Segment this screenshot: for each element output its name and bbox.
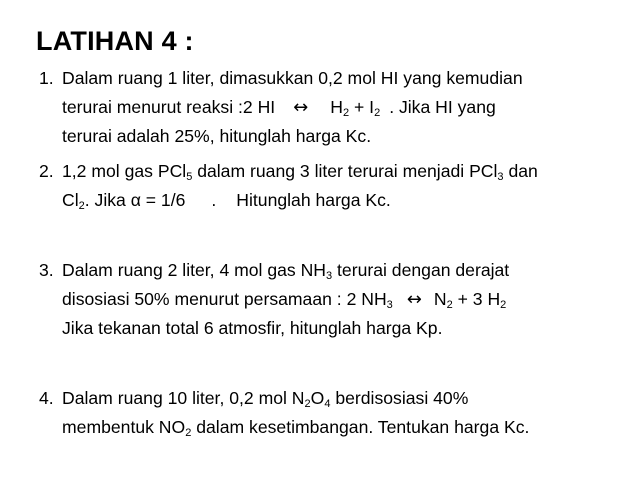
item-number: 3.	[39, 260, 54, 280]
text-run: .	[211, 190, 217, 210]
item-line	[62, 413, 629, 442]
item-text	[62, 384, 629, 442]
text-run: N	[433, 289, 447, 309]
item-line	[62, 186, 629, 215]
subscript: 2	[446, 299, 453, 311]
equilibrium-arrow-icon: ↔	[406, 289, 422, 310]
text-run: + I	[354, 97, 375, 117]
text-run: H	[330, 97, 343, 117]
subscript: 5	[186, 171, 193, 183]
equilibrium-arrow-icon: ↔	[293, 97, 309, 118]
item-line	[62, 122, 629, 151]
item-line	[62, 285, 629, 314]
text-run: O	[310, 388, 325, 408]
text-run: dalam ruang 3 liter terurai menjadi PCl	[197, 161, 498, 181]
text-run: . Jika α = 1/6	[84, 190, 186, 210]
item-text	[62, 256, 629, 343]
item-number: 4.	[39, 388, 54, 408]
text-run: Cl	[62, 190, 79, 210]
text-run: Dalam ruang 1 liter, dimasukkan 0,2 mol HI yang kemudian	[62, 68, 523, 88]
text-run: Hitunglah harga Kc.	[236, 190, 391, 210]
subscript: 4	[324, 398, 331, 410]
subscript: 2	[374, 107, 381, 119]
exercise-item-3	[39, 256, 629, 343]
subscript: 2	[304, 398, 311, 410]
text-run: terurai dengan derajat	[337, 260, 510, 280]
item-line	[62, 384, 629, 413]
item-line	[62, 256, 629, 285]
text-run: Dalam ruang 10 liter, 0,2 mol N	[62, 388, 305, 408]
item-line	[62, 157, 629, 186]
subscript: 3	[497, 171, 504, 183]
text-run: . Jika HI yang	[389, 97, 496, 117]
exercise-item-1	[39, 64, 629, 151]
item-number: 1.	[39, 68, 54, 88]
text-run: dan	[508, 161, 538, 181]
text-run: disosiasi 50% menurut persamaan : 2 NH	[62, 289, 387, 309]
text-run: berdisosiasi 40%	[335, 388, 469, 408]
text-run: terurai menurut reaksi :2 HI	[62, 97, 276, 117]
exercise-item-2	[39, 157, 629, 215]
text-run: membentuk NO	[62, 417, 186, 437]
text-run: dalam kesetimbangan. Tentukan harga Kc.	[196, 417, 530, 437]
item-number: 2.	[39, 161, 54, 181]
item-line	[62, 314, 629, 343]
slide-title: LATIHAN 4 :	[36, 26, 194, 56]
text-run: + 3 H	[457, 289, 501, 309]
subscript: 2	[500, 299, 507, 311]
item-text	[62, 64, 629, 151]
subscript: 3	[386, 299, 393, 311]
text-run: Jika tekanan total 6 atmosfir, hitunglah harga Kp.	[62, 318, 443, 338]
subscript: 2	[342, 107, 350, 119]
item-line	[62, 93, 629, 122]
text-run: 1,2 mol gas PCl	[62, 161, 187, 181]
exercise-item-4	[39, 384, 629, 442]
subscript: 2	[185, 427, 192, 439]
text-run: terurai adalah 25%, hitunglah harga Kc.	[62, 126, 372, 146]
text-run: Dalam ruang 2 liter, 4 mol gas NH	[62, 260, 327, 280]
item-text	[62, 157, 629, 215]
subscript: 3	[326, 270, 333, 282]
item-line	[62, 64, 629, 93]
subscript: 2	[78, 200, 85, 212]
